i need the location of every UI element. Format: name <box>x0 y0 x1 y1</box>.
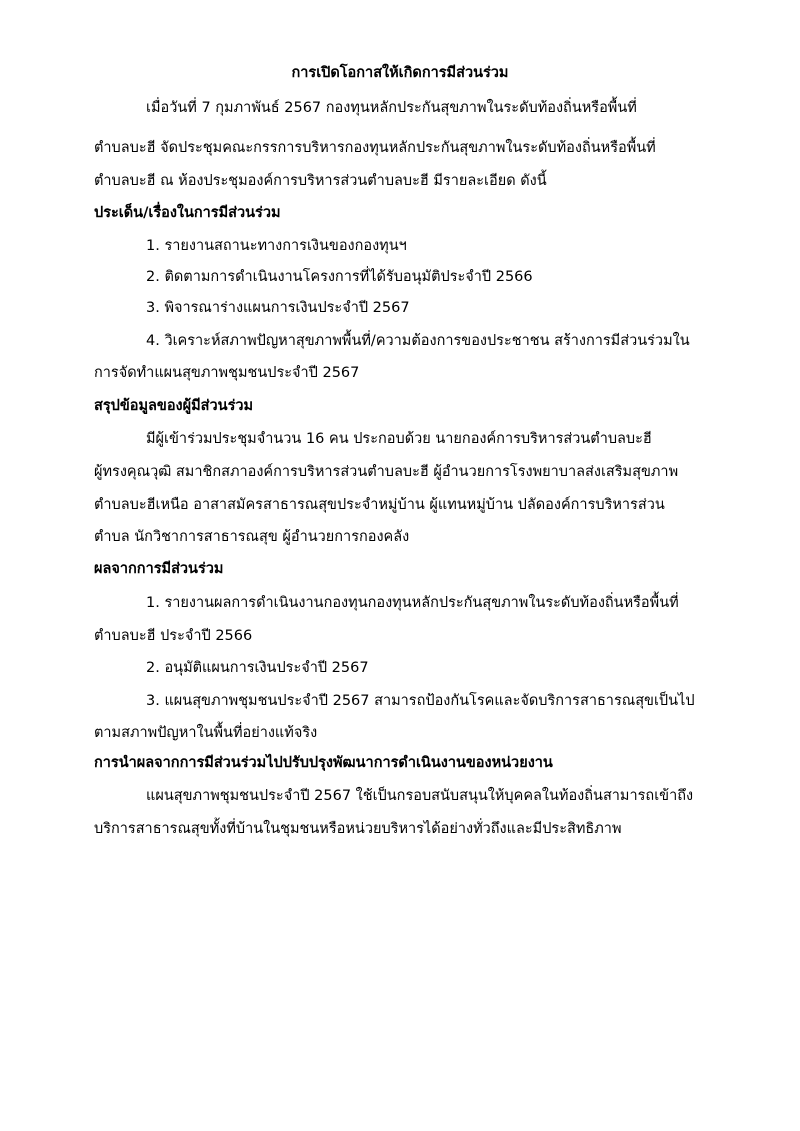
intro-line: เมื่อวันที่ 7 กุมภาพันธ์ 2567 กองทุนหลักประกันสุขภาพในระดับท้องถิ่นหรือพื้นที่ <box>146 100 637 116</box>
list-item-continuation: การจัดทำแผนสุขภาพชุมชนประจำปี 2567 <box>94 365 360 381</box>
list-item: 1. รายงานผลการดำเนินงานกองทุนกองทุนหลักประกันสุขภาพในระดับท้องถิ่นหรือพื้นที่ <box>146 595 679 611</box>
paragraph-line: ตำบลบะฮีเหนือ อาสาสมัครสาธารณสุขประจำหมู่บ้าน ผู้แทนหมู่บ้าน ปลัดองค์การบริหารส่วน <box>94 497 665 513</box>
list-item: 1. รายงานสถานะทางการเงินของกองทุนฯ <box>146 238 407 254</box>
section-heading-applying-results: การนำผลจากการมีส่วนร่วมไปปรับปรุงพัฒนาการดำเนินงานของหน่วยงาน <box>94 755 553 771</box>
paragraph-line: ผู้ทรงคุณวุฒิ สมาชิกสภาองค์การบริหารส่วนตำบลบะฮี ผู้อำนวยการโรงพยาบาลส่งเสริมสุขภาพ <box>94 464 679 480</box>
list-item: 2. ติดตามการดำเนินงานโครงการที่ได้รับอนุมัติประจำปี 2566 <box>146 269 533 285</box>
section-heading-participation-topics: ประเด็น/เรื่องในการมีส่วนร่วม <box>94 205 281 221</box>
list-item-continuation: ตามสภาพปัญหาในพื้นที่อย่างแท้จริง <box>94 725 318 741</box>
paragraph-line: ตำบล นักวิชาการสาธารณสุข ผู้อำนวยการกองคลัง <box>94 529 410 545</box>
document-title: การเปิดโอกาสให้เกิดการมีส่วนร่วม <box>291 65 509 81</box>
intro-line: ตำบลบะฮี จัดประชุมคณะกรรการบริหารกองทุนหลักประกันสุขภาพในระดับท้องถิ่นหรือพื้นที่ <box>94 140 656 156</box>
paragraph-line: มีผู้เข้าร่วมประชุมจำนวน 16 คน ประกอบด้วย นายกองค์การบริหารส่วนตำบลบะฮี <box>146 431 652 447</box>
list-item: 3. แผนสุขภาพชุมชนประจำปี 2567 สามารถป้องกันโรคและจัดบริการสาธารณสุขเป็นไป <box>146 693 695 709</box>
list-item: 2. อนุมัติแผนการเงินประจำปี 2567 <box>146 660 369 676</box>
paragraph-line: แผนสุขภาพชุมชนประจำปี 2567 ใช้เป็นกรอบสนับสนุนให้บุคคลในท้องถิ่นสามารถเข้าถึง <box>146 788 694 804</box>
intro-line: ตำบลบะฮี ณ ห้องประชุมองค์การบริหารส่วนตำบลบะฮี มีรายละเอียด ดังนี้ <box>94 173 547 189</box>
list-item-continuation: ตำบลบะฮี ประจำปี 2566 <box>94 628 253 644</box>
list-item: 4. วิเคราะห์สภาพปัญหาสุขภาพพื้นที่/ความต้องการของประชาชน สร้างการมีส่วนร่วมใน <box>146 333 690 349</box>
section-heading-participation-results: ผลจากการมีส่วนร่วม <box>94 561 224 577</box>
section-heading-participant-summary: สรุปข้อมูลของผู้มีส่วนร่วม <box>94 398 254 414</box>
paragraph-line: บริการสาธารณสุขทั้งที่บ้านในชุมชนหรือหน่วยบริหารได้อย่างทั่วถึงและมีประสิทธิภาพ <box>94 821 622 837</box>
list-item: 3. พิจารณาร่างแผนการเงินประจำปี 2567 <box>146 300 410 316</box>
